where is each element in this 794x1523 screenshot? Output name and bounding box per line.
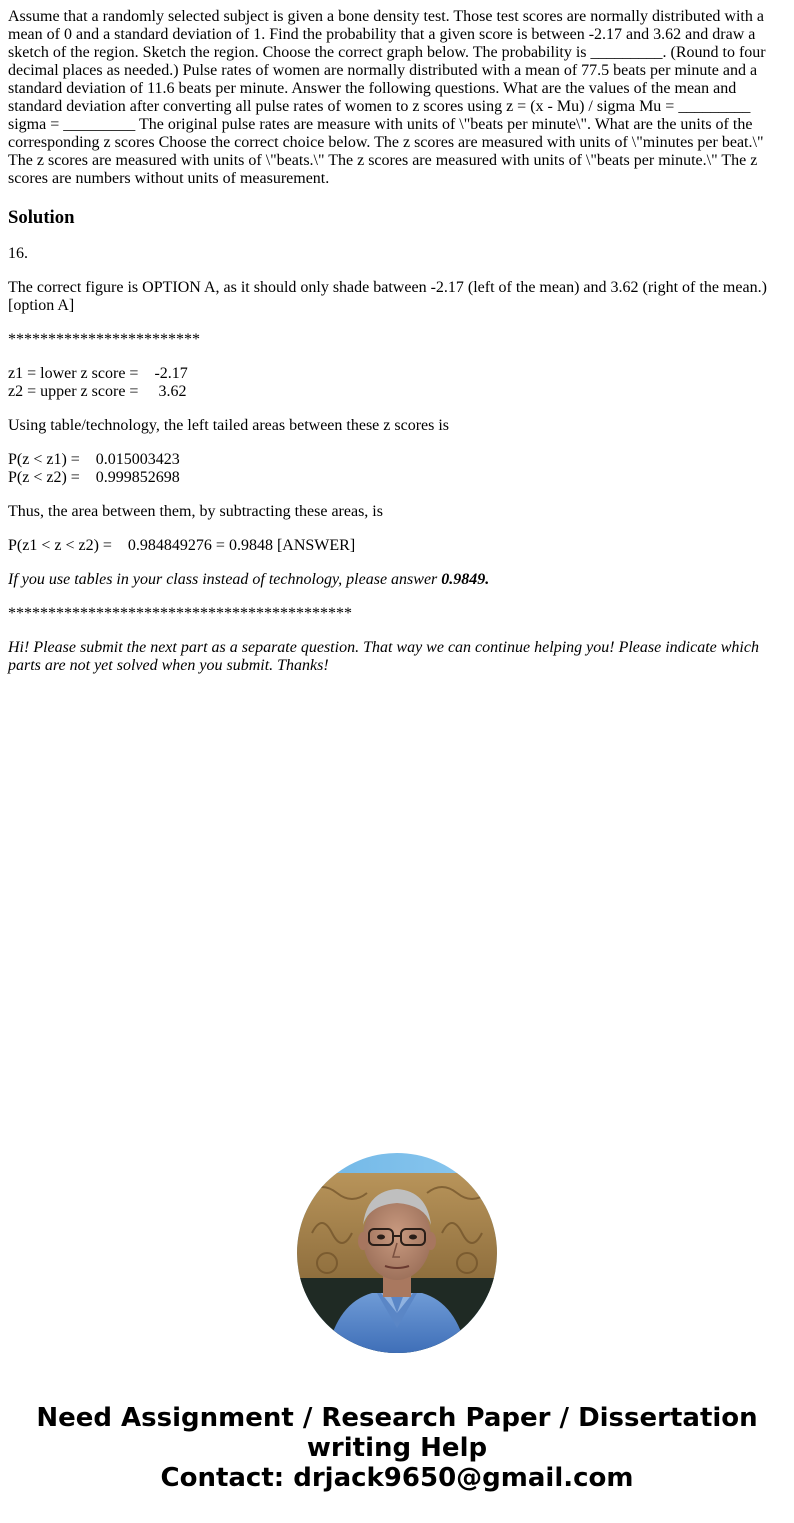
- author-avatar: [297, 1153, 497, 1353]
- p1-line: P(z < z1) = 0.015003423: [8, 451, 180, 468]
- separator-stars-long: *******************************************: [8, 605, 352, 622]
- answer-line: P(z1 < z < z2) = 0.984849276 = 0.9848 [ANSWER]: [8, 537, 356, 554]
- tables-note-value: 0.9849.: [441, 571, 490, 588]
- z1-line: z1 = lower z score = -2.17: [8, 365, 188, 382]
- probabilities-block: [8, 451, 778, 487]
- question-text: Assume that a randomly selected subject is given a bone density test. Those test scores are normally distributed with a mean of 0 and a standard deviation of 1. Find the probability that a given score is between -2.17 and 3.62 and draw a sketch of the region. Sketch the region. Choose the correct graph below. The probability is _________. (Round to four decimal places as needed.) Pulse rates of women are normally distributed with a mean of 77.5 beats per minute and a standard deviation of 11.6 beats per minute. Answer the following questions. What are the values of the mean and standard deviation after converting all pulse rates of women to z scores using z = (x - Mu) / sigma Mu = _________ sigma = _________ The original pulse rates are measure with units of \"beats per minute\". What are the units of the corresponding z scores Choose the correct choice below. The z scores are measured with units of \"minutes per beat.\" The z scores are measured with units of \"beats.\" The z scores are measured with units of \"beats per minute.\" The z scores are numbers without units of measurement.: [8, 8, 766, 187]
- z-scores-block: [8, 365, 778, 401]
- tables-note: [8, 571, 778, 589]
- figure-note: The correct figure is OPTION A, as it should only shade batween -2.17 (left of the mean) and 3.62 (right of the mean.) [option A]: [8, 279, 767, 314]
- footer-banner: [0, 1403, 794, 1493]
- footer-line-2: writing Help: [306, 1433, 488, 1463]
- p2-line: P(z < z2) = 0.999852698: [8, 469, 180, 486]
- using-table-text: Using table/technology, the left tailed areas between these z scores is: [8, 417, 450, 434]
- solution-number: 16.: [8, 245, 28, 262]
- footer-contact: Contact: drjack9650@gmail.com: [160, 1463, 634, 1493]
- solution-heading: Solution: [8, 207, 75, 228]
- thus-text: Thus, the area between them, by subtracting these areas, is: [8, 503, 383, 520]
- footer-line-1: Need Assignment / Research Paper / Dissertation: [36, 1403, 758, 1433]
- z2-line: z2 = upper z score = 3.62: [8, 383, 187, 400]
- document-body: [8, 8, 778, 675]
- closing-note: Hi! Please submit the next part as a separate question. That way we can continue helping you! Please indicate which parts are not yet solved when you submit. Thanks!: [8, 639, 759, 674]
- tables-note-prefix: If you use tables in your class instead of technology, please answer: [8, 571, 442, 588]
- separator-stars-short: ************************: [8, 331, 200, 348]
